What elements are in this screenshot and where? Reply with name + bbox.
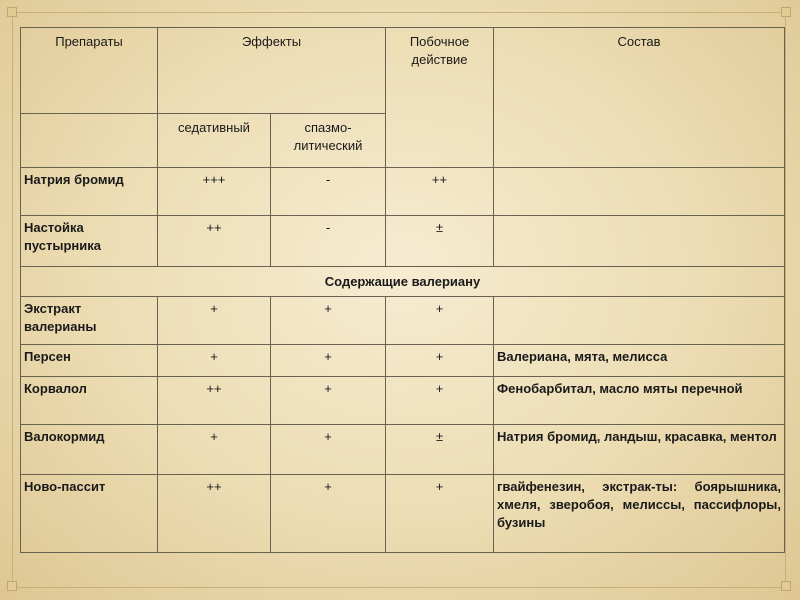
sedative-value: ++ xyxy=(158,377,271,425)
spasmolytic-value: + xyxy=(271,425,386,475)
spasmolytic-value: + xyxy=(271,377,386,425)
group-row: Содержащие валериану xyxy=(21,267,785,297)
spasmolytic-value: - xyxy=(271,216,386,267)
frame-corner xyxy=(781,7,791,17)
side-effect-value: + xyxy=(386,377,494,425)
drug-name: Натрия бромид xyxy=(21,168,158,216)
frame-corner xyxy=(7,581,17,591)
composition-value xyxy=(494,216,785,267)
side-effect-value: ± xyxy=(386,216,494,267)
header-side-effect: Побочное действие xyxy=(386,28,494,168)
composition-value xyxy=(494,297,785,345)
composition-value xyxy=(494,168,785,216)
header-drugs: Препараты xyxy=(21,28,158,114)
table-row xyxy=(21,297,785,345)
drug-name: Валокормид xyxy=(21,425,158,475)
side-effect-value: + xyxy=(386,345,494,377)
composition-value: Натрия бромид, ландыш, красавка, ментол xyxy=(494,425,785,475)
header-composition: Состав xyxy=(494,28,785,168)
spasmolytic-value: + xyxy=(271,297,386,345)
spasmolytic-value: - xyxy=(271,168,386,216)
table-row xyxy=(21,216,785,267)
table-row xyxy=(21,425,785,475)
drug-name: Настойка пустырника xyxy=(21,216,158,267)
table-row xyxy=(21,345,785,377)
spasmolytic-value: + xyxy=(271,475,386,553)
spasmolytic-value: + xyxy=(271,345,386,377)
sedative-value: + xyxy=(158,425,271,475)
header-empty xyxy=(21,114,158,168)
sedative-value: ++ xyxy=(158,475,271,553)
drug-name: Корвалол xyxy=(21,377,158,425)
table-row xyxy=(21,168,785,216)
drugs-table xyxy=(20,27,785,553)
sedative-value: + xyxy=(158,297,271,345)
frame-corner xyxy=(7,7,17,17)
side-effect-value: ++ xyxy=(386,168,494,216)
drug-name: Экстракт валерианы xyxy=(21,297,158,345)
composition-value: гвайфенезин, экстрак-ты: боярышника, хмеля, зверобоя, мелиссы, пассифлоры, бузины xyxy=(494,475,785,553)
header-effects: Эффекты xyxy=(158,28,386,114)
frame-corner xyxy=(781,581,791,591)
composition-value: Валериана, мята, мелисса xyxy=(494,345,785,377)
composition-value: Фенобарбитал, масло мяты перечной xyxy=(494,377,785,425)
sedative-value: + xyxy=(158,345,271,377)
header-spasmolytic: спазмо-литический xyxy=(271,114,386,168)
side-effect-value: + xyxy=(386,297,494,345)
side-effect-value: + xyxy=(386,475,494,553)
side-effect-value: ± xyxy=(386,425,494,475)
sedative-value: ++ xyxy=(158,216,271,267)
header-sedative: седативный xyxy=(158,114,271,168)
table-row xyxy=(21,377,785,425)
drug-name: Персен xyxy=(21,345,158,377)
table-row xyxy=(21,475,785,553)
drug-name: Ново-пассит xyxy=(21,475,158,553)
sedative-value: +++ xyxy=(158,168,271,216)
